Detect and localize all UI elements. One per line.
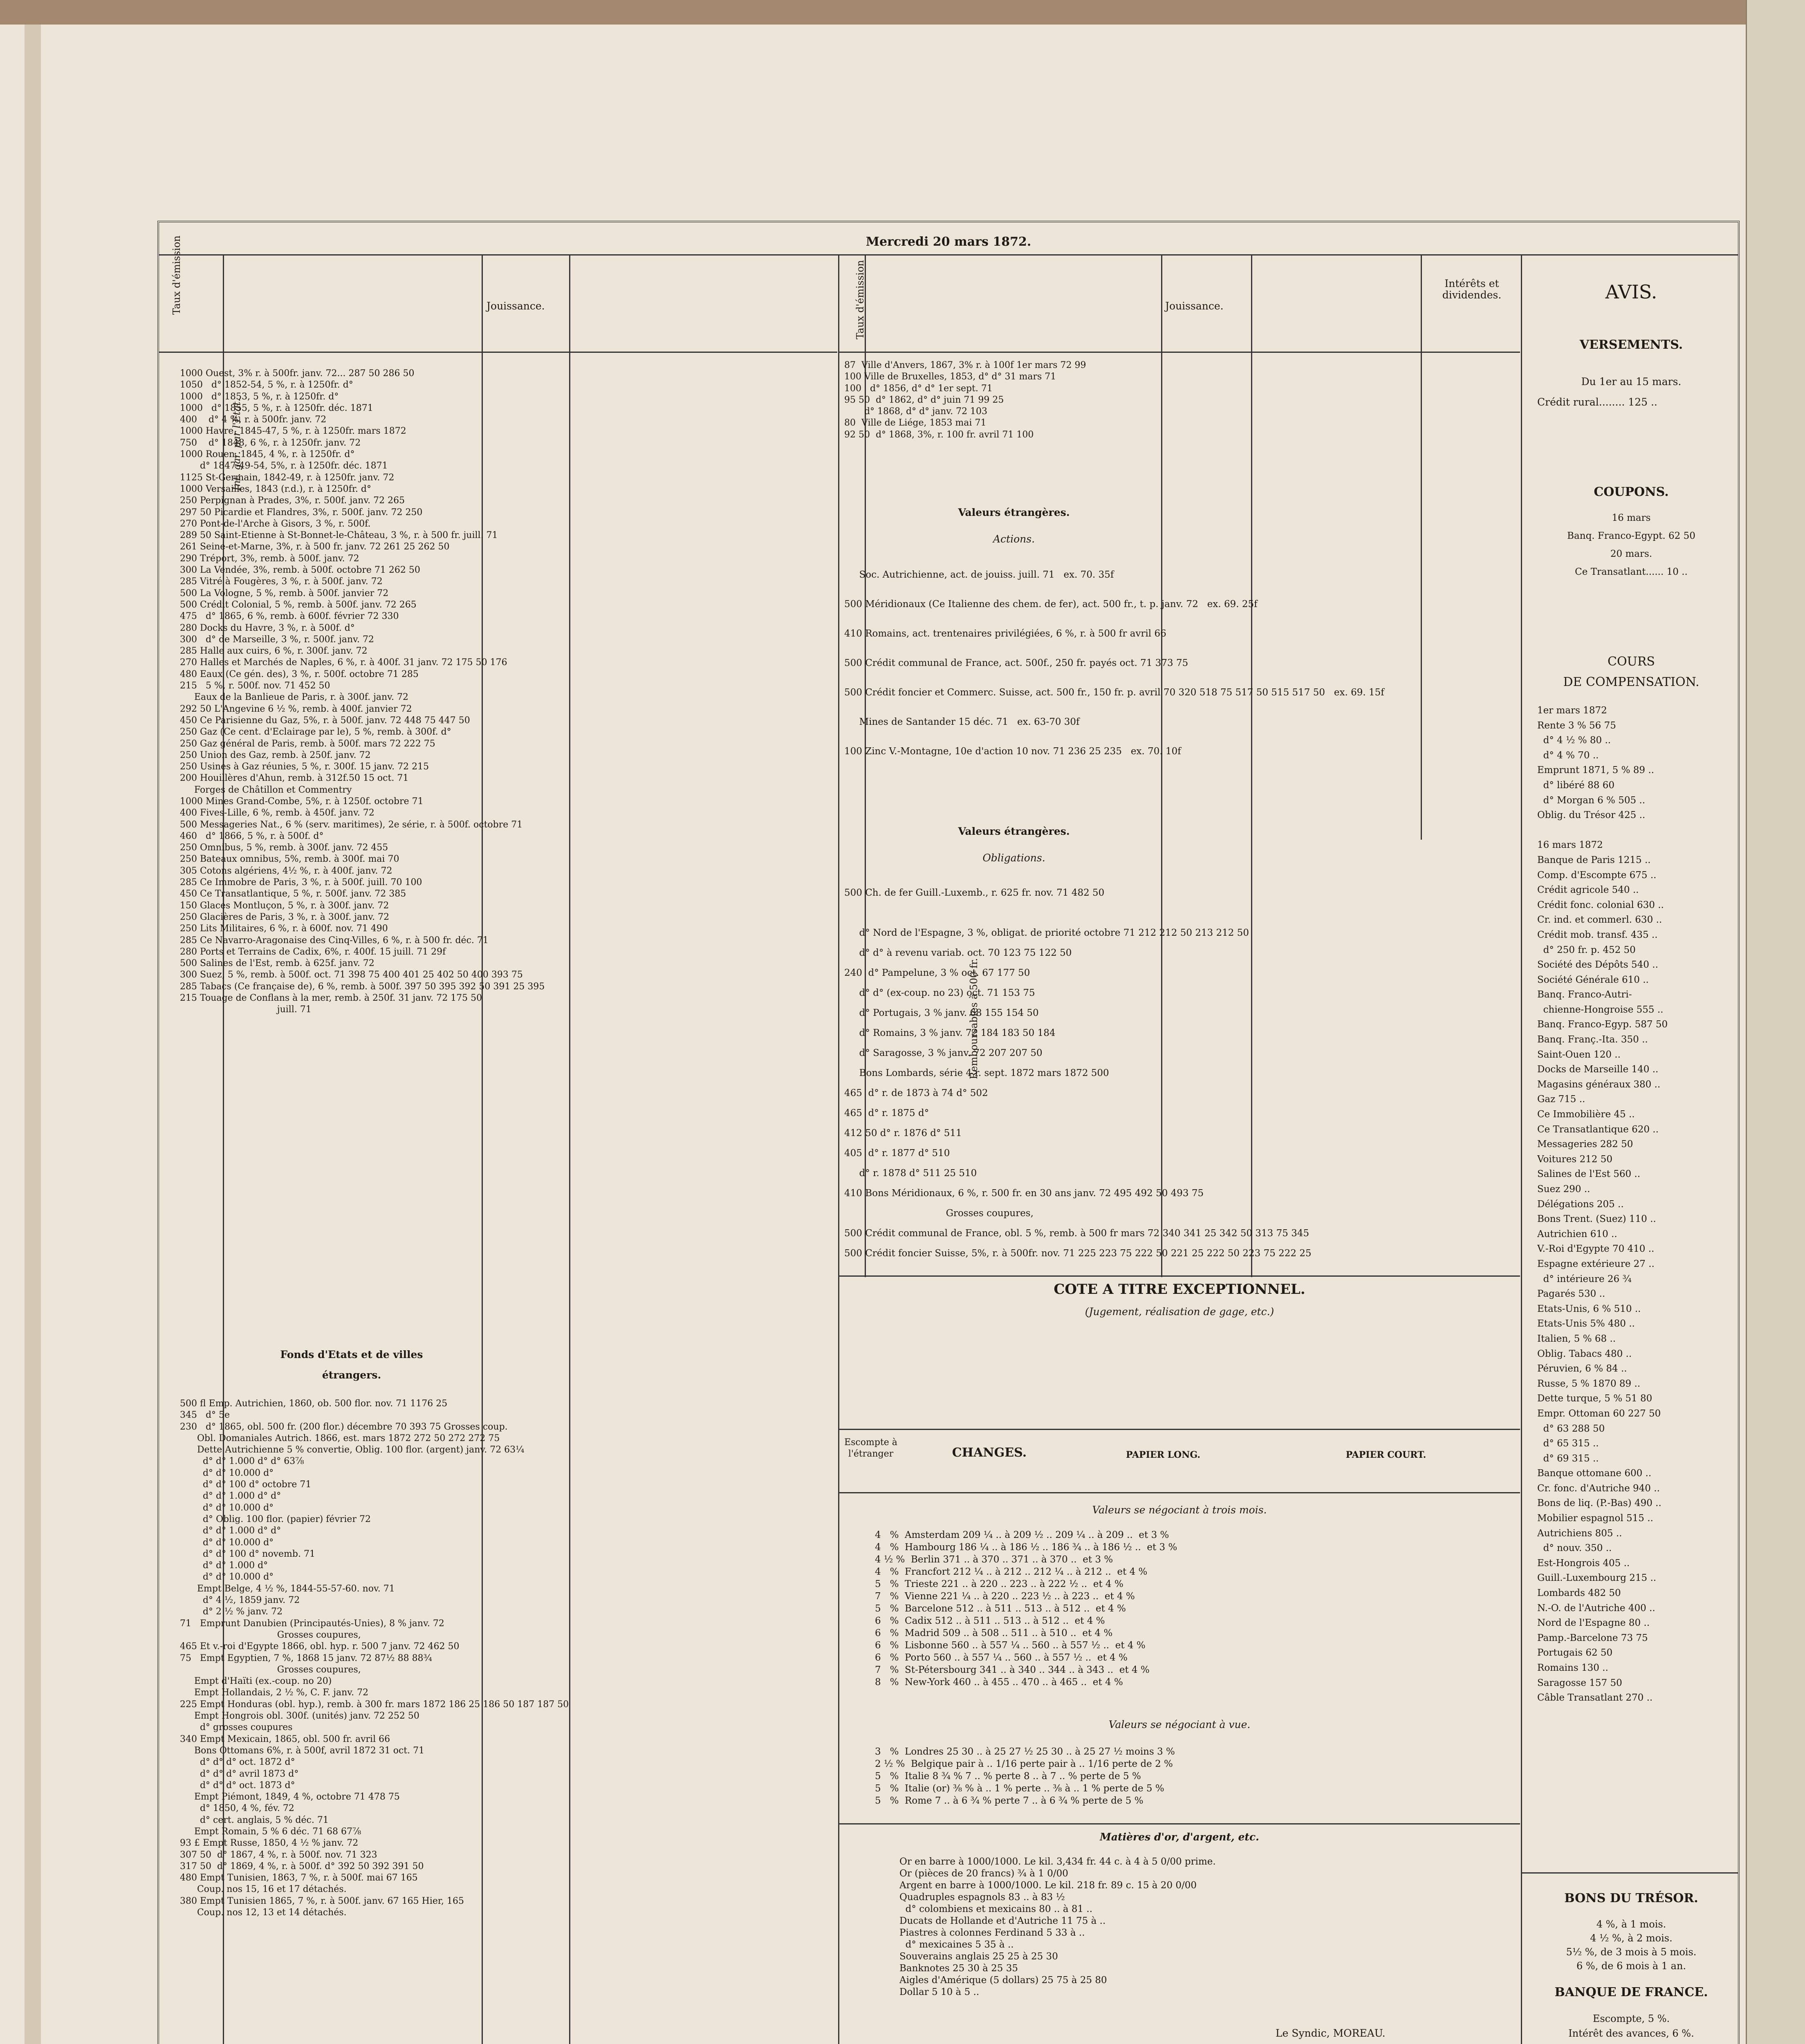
- changes-lines2: 3 % Londres 25 30 .. à 25 27 ½ 25 30 .. à 25 27 ½ moins 3 % 2 ½ % Belgique pair à .. 1/16 perte pair à .. 1/16 perte de 2 % 5 % Italie 8 ¾ % 7 .. % perte 8 .. à 7 .. % perte de 5 % 5 % Italie (or) ⅜ % à .. 1 % perte .. ⅜ à .. 1 % perte de 5 % 5 % Rome 7 .. à 6 ¾ % perte 7 .. à 6 ¾ % perte de 5 %: [875, 1746, 1175, 1806]
- colhead-jouissance: Jouissance.: [487, 300, 545, 312]
- page-date: Mercredi 20 mars 1872.: [866, 235, 1031, 249]
- fonds-sub: étrangers.: [322, 1369, 381, 1381]
- bons-lines: 4 %, à 1 mois. 4 ½ %, à 2 mois. 5½ %, de 3 mois à 5 mois. 6 %, de 6 mois à 1 an.: [1566, 1918, 1697, 1972]
- colhead-interets: Intérêts et dividendes.: [1442, 278, 1502, 301]
- rule-right: [1521, 255, 1522, 2044]
- colhead-taux-mid: Taux d'émission: [854, 260, 866, 339]
- banque-lines: Escompte, 5 %. Intérêt des avances, 6 %.: [1568, 2013, 1694, 2039]
- changes-sub2: Valeurs se négociant à vue.: [1108, 1719, 1251, 1730]
- oblig-block: 500 Ch. de fer Guill.-Luxemb., r. 625 fr. nov. 71 482 50 d° Nord de l'Espagne, 3 %, obligat. de priorité octobre 71 212 212 50 213 212 50 d° d° à revenu variab. oct. 70 123 75 122 50 240 d° Pampelune, 3 % oct. 67 177 50 d° d° (ex-coup. no 23) oct. 71 153 75 d° Portugais, 3 % janv. 68 155 154 50 d° Romains, 3 % janv. 72 184 183 50 184 d° Saragosse, 3 % janv. 72 207 207 50 Bons Lombards, série 4 r. sept. 1872 mars 1872 500 465 d° r. de 1873 à 74 d° 502 465 d° r. 1875 d° 412 50 d° r. 1876 d° 511 405 d° r. 1877 d° 510 d° r. 1878 d° 511 25 510 410 Bons Méridionaux, 6 %, r. 500 fr. en 30 ans janv. 72 495 492 50 493 75 Grosses coupures, 500 Crédit communal de France, obl. 5 %, remb. à 500 fr mars 72 340 341 25 342 50 313 75 345 500 Crédit foncier Suisse, 5%, r. à 500fr. nov. 71 225 223 75 222 50 221 25 222 50 223 75 222 25: [844, 888, 1312, 1259]
- coupons-lines: 16 mars Banq. Franco-Egypt. 62 50 20 mars. Ce Transatlant...... 10 ..: [1567, 513, 1695, 577]
- changes-col1: Escompte à l'étranger: [844, 1437, 897, 1459]
- header-rule: [159, 254, 1738, 256]
- rembours-label: Remboursables à 500 fr.: [968, 958, 980, 1079]
- matieres-title: Matières d'or, d'argent, etc.: [1100, 1831, 1259, 1843]
- page-gutter: [25, 25, 41, 2044]
- cote-sub: (Jugement, réalisation de gage, etc.): [1085, 1306, 1274, 1318]
- fonds-title: Fonds d'Etats et de villes: [280, 1349, 423, 1360]
- actions-block: Soc. Autrichienne, act. de jouiss. juill. 71 ex. 70. 35f 500 Méridionaux (Ce Italienne des chem. de fer), act. 500 fr., t. p. janv. 72 ex. 69. 25f 410 Romains, act. trentenaires privilégiées, 6 %, r. à 500 fr avril 66 500 Crédit communal de France, act. 500f., 250 fr. payés oct. 71 373 75 500 Crédit foncier et Commerc. Suisse, act. 500 fr., 150 fr. p. avril 70 320 518 75 517 50 515 517 50 ex. 69. 15f Mines de Santander 15 déc. 71 ex. 63-70 30f 100 Zinc V.-Montagne, 10e d'action 10 nov. 71 236 25 235 ex. 70. 10f: [844, 569, 1384, 757]
- rule-mid-left: [838, 255, 839, 2044]
- versements-title: VERSEMENTS.: [1579, 338, 1683, 352]
- mid-block: 87 Ville d'Anvers, 1867, 3% r. à 100f 1er mars 72 99 100 Ville de Bruxelles, 1853, d° d° 31 mars 71 100 d° 1856, d° d° 1er sept. 71 95 50 d° 1862, d° d° juin 71 99 25 d° 1868, d° d° janv. 72 103 80 Ville de Liége, 1853 mai 71 92 50 d° 1868, 3%, r. 100 fr. avril 71 100: [844, 360, 1086, 440]
- changes-col3: PAPIER LONG.: [1126, 1450, 1200, 1460]
- changes-col4: PAPIER COURT.: [1345, 1450, 1426, 1460]
- coupons-title: COUPONS.: [1594, 485, 1669, 499]
- colhead-rule-mid: [839, 352, 1520, 353]
- avis-title: AVIS.: [1605, 281, 1657, 303]
- changes-top-rule: [839, 1429, 1520, 1430]
- colhead-taux: Taux d'émission: [171, 235, 182, 315]
- colhead-rule-left: [159, 352, 837, 353]
- bons-rule: [1522, 1872, 1738, 1874]
- left-block: 1000 Ouest, 3% r. à 500fr. janv. 72... 287 50 286 50 1050 d° 1852-54, 5 %, r. à 1250fr. d° 1000 d° 1853, 5 %, r. à 1250fr. d° 1000 d° 1855, 5 %, r. à 1250fr. déc. 1871 400 d° 4 %, r. à 500fr. janv. 72 1000 Havre, 1845-47, 5 %, r. à 1250fr. mars 1872 750 d° 1848, 6 %, r. à 1250fr. janv. 72 1000 Rouen, 1845, 4 %, r. à 1250fr. d° d° 1847-49-54, 5%, r. à 1250fr. déc. 1871 1125 St-Germain, 1842-49, r. à 1250fr. janv. 72 1000 Versailles, 1843 (r.d.), r. à 1250fr. d° 250 Perpignan à Prades, 3%, r. 500f. janv. 72 265 297 50 Picardie et Flandres, 3%, r. 500f. janv. 72 250 270 Pont-de-l'Arche à Gisors, 3 %, r. 500f. 289 50 Saint-Etienne à St-Bonnet-le-Château, 3 %, r. à 500 fr. juill. 71 261 Seine-et-Marne, 3%, r. à 500 fr. janv. 72 261 25 262 50 290 Tréport, 3%, remb. à 500f. janv. 72 300 La Vendée, 3%, remb. à 500f. octobre 71 262 50 285 Vitré à Fougères, 3 %, r. à 500f. janv. 72 500 La Vologne, 5 %, remb. à 500f. janvier 72 500 Crédit Colonial, 5 %, remb. à 500f. janv. 72 265 475 d° 1865, 6 %, remb. à 600f. février 72 330 280 Docks du Havre, 3 %, r. à 500f. d° 300 d° de Marseille, 3 %, r. 500f. janv. 72 285 Halle aux cuirs, 6 %, r. 300f. janv. 72 270 Halles et Marchés de Naples, 6 %, r. à 400f. 31 janv. 72 175 50 176 480 Eaux (Ce gén. des), 3 %, r. 500f. octobre 71 285 215 5 %, r. 500f. nov. 71 452 50 Eaux de la Banlieue de Paris, r. à 300f. janv. 72 292 50 L'Angevine 6 ½ %, remb. à 400f. janvier 72 450 Ce Parisienne du Gaz, 5%, r. à 500f. janv. 72 448 75 447 50 250 Gaz (Ce cent. d'Eclairage par le), 5 %, remb. à 300f. d° 250 Gaz général de Paris, remb. à 500f. mars 72 222 75 250 Union des Gaz, remb. à 250f. janv. 72 250 Usines à Gaz réunies, 5 %, r. 300f. 15 janv. 72 215 200 Houillères d'Ahun, remb. à 312f.50 15 oct. 71 Forges de Châtillon et Commentry 1000 Mines Grand-Combe, 5%, r. à 1250f. octobre 71 400 Fives-Lille, 6 %, remb. à 450f. janv. 72 500 Messageries Nat., 6 % (serv. maritimes), 2e série, r. à 500f. octobre 71 460 d° 1866, 5 %, r. à 500f. d° 250 Omnibus, 5 %, remb. à 300f. janv. 72 455 250 Bateaux omnibus, 5%, remb. à 300f. mai 70 305 Cotons algériens, 4½ %, r. à 400f. janv. 72 285 Ce Immobre de Paris, 3 %, r. à 500f. juill. 70 100 450 Ce Transatlantique, 5 %, r. 500f. janv. 72 385 150 Glaces Montluçon, 5 %, r. à 300f. janv. 72 250 Glacières de Paris, 3 %, r. à 300f. janv. 72 250 Lits Militaires, 6 %, r. à 600f. nov. 71 490 285 Ce Navarro-Aragonaise des Cinq-Villes, 6 %, r. à 500 fr. déc. 71 280 Ports et Terrains de Cadix, 6%, r. 400f. 15 juill. 71 29f 500 Salines de l'Est, remb. à 625f. janv. 72 300 Suez, 5 %, remb. à 500f. oct. 71 398 75 400 401 25 402 50 400 393 75 285 Tabacs (Ce française de), 6 %, remb. à 500f. 397 50 395 392 50 391 25 395 215 Touage de Conflans à la mer, remb. à 250f. 31 janv. 72 175 50 juill. 71: [180, 368, 545, 1015]
- cote-top-rule: [839, 1275, 1520, 1277]
- changes-sub1: Valeurs se négociant à trois mois.: [1092, 1504, 1267, 1516]
- changes-head-rule: [839, 1492, 1520, 1493]
- versements-date: Du 1er au 15 mars.: [1581, 376, 1682, 388]
- changes-col2: CHANGES.: [952, 1446, 1027, 1460]
- matieres-sign: Le Syndic, MOREAU.: [1276, 2027, 1386, 2039]
- bons-title: BONS DU TRÉSOR.: [1564, 1891, 1698, 1905]
- credit-rural: Crédit rural........ 125 ..: [1537, 396, 1657, 408]
- cours-title: COURS: [1608, 654, 1655, 669]
- valeurs-etrangeres-2: Valeurs étrangères.: [958, 825, 1070, 837]
- obligations-label: Obligations.: [982, 852, 1045, 864]
- compensation-lines: 1er mars 1872 Rente 3 % 56 75 d° 4 ½ % 80 .. d° 4 % 70 .. Emprunt 1871, 5 % 89 .. d° libéré 88 60 d° Morgan 6 % 505 .. Oblig. du Trésor 425 .. 16 mars 1872 Banque de Paris 1215 .. Comp. d'Escompte 675 .. Crédit agricole 540 .. Crédit fonc. colonial 630 .. Cr. ind. et commerl. 630 .. Crédit mob. transf. 435 .. d° 250 fr. p. 452 50 Société des Dépôts 540 .. Société Générale 610 .. Banq. Franco-Autri- chienne-Hongroise 555 .. Banq. Franco-Egyp. 587 50 Banq. Franç.-Ita. 350 .. Saint-Ouen 120 .. Docks de Marseille 140 .. Magasins généraux 380 .. Gaz 715 .. Ce Immobilière 45 .. Ce Transatlantique 620 .. Messageries 282 50 Voitures 212 50 Salines de l'Est 560 .. Suez 290 .. Délégations 205 .. Bons Trent. (Suez) 110 .. Autrichien 610 .. V.-Roi d'Egypte 70 410 .. Espagne extérieure 27 .. d° intérieure 26 ¾ Pagarés 530 .. Etats-Unis, 6 % 510 .. Etats-Unis 5% 480 .. Italien, 5 % 68 .. Oblig. Tabacs 480 .. Péruvien, 6 % 84 .. Russe, 5 % 1870 89 .. Dette turque, 5 % 51 80 Empr. Ottoman 60 227 50 d° 63 288 50 d° 65 315 .. d° 69 315 .. Banque ottomane 600 .. Cr. fonc. d'Autriche 940 .. Bons de liq. (P.-Bas) 490 .. Mobilier espagnol 515 .. Autrichiens 805 .. d° nouv. 350 .. Est-Hongrois 405 .. Guill.-Luxembourg 215 .. Lombards 482 50 N.-O. de l'Autriche 400 .. Nord de l'Espagne 80 .. Pamp.-Barcelone 73 75 Portugais 62 50 Romains 130 .. Saragosse 157 50 Câble Transatlant 270 ..: [1537, 705, 1668, 1703]
- matieres-lines: Or en barre à 1000/1000. Le kil. 3,434 fr. 44 c. à 4 à 5 0/00 prime. Or (pièces de 20 francs) ¾ à 1 0/00 Argent en barre à 1000/1000. Le kil. 218 fr. 89 c. 15 à 20 0/00 Quadruples espagnols 83 .. à 83 ½ d° colombiens et mexicains 80 .. à 81 .. Ducats de Hollande et d'Autriche 11 75 à .. Piastres à colonnes Ferdinand 5 33 à .. d° mexicaines 5 35 à .. Souverains anglais 25 25 à 25 30 Banknotes 25 30 à 25 35 Aigles d'Amérique (5 dollars) 25 75 à 25 80 Dollar 5 10 à 5 ..: [899, 1856, 1216, 1997]
- adjacent-page: [1746, 0, 1805, 2044]
- actions-label: Actions.: [993, 533, 1035, 545]
- side-label: Int. gar. par l'Etat.: [231, 398, 242, 491]
- matieres-rule: [839, 1823, 1520, 1824]
- fonds-block: 500 fl Emp. Autrichien, 1860, ob. 500 flor. nov. 71 1176 25 345 d° 5e 230 d° 1865, obl. 500 fr. (200 flor.) décembre 70 393 75 Grosses coup. Obl. Domaniales Autrich. 1866, est. mars 1872 272 50 272 272 75 Dette Autrichienne 5 % convertie, Oblig. 100 flor. (argent) janv. 72 63¼ d° d° 1.000 d° d° 63⅞ d° d° 10.000 d° d° d° 100 d° octobre 71 d° d° 1.000 d° d° d° d° 10.000 d° d° Oblig. 100 flor. (papier) février 72 d° d° 1.000 d° d° d° d° 10.000 d° d° d° 100 d° novemb. 71 d° d° 1.000 d° d° d° 10.000 d° Empt Belge, 4 ½ %, 1844-55-57-60. nov. 71 d° 4 ½, 1859 janv. 72 d° 2 ½ % janv. 72 71 Emprunt Danubien (Principautés-Unies), 8 % janv. 72 Grosses coupures, 465 Et v.-roi d'Egypte 1866, obl. hyp. r. 500 7 janv. 72 462 50 75 Empt Egyptien, 7 %, 1868 15 janv. 72 87½ 88 88¾ Grosses coupures, Empt d'Haïti (ex.-coup. no 20) Empt Hollandais, 2 ½ %, C. F. janv. 72 225 Empt Honduras (obl. hyp.), remb. à 300 fr. mars 1872 186 25 186 50 187 187 50 Empt Hongrois obl. 300f. (unités) janv. 72 252 50 d° grosses coupures 340 Empt Mexicain, 1865, obl. 500 fr. avril 66 Bons Ottomans 6%, r. à 500f, avril 1872 31 oct. 71 d° d° d° oct. 1872 d° d° d° d° avril 1873 d° d° d° d° oct. 1873 d° Empt Piémont, 1849, 4 %, octobre 71 478 75 d° 1850, 4 %, fév. 72 d° cert. anglais, 5 % déc. 71 Empt Romain, 5 % 6 déc. 71 68 67⅞ 93 £ Empt Russe, 1850, 4 ½ % janv. 72 307 50 d° 1867, 4 %, r. à 500f. nov. 71 323 317 50 d° 1869, 4 %, r. à 500f. d° 392 50 392 391 50 480 Empt Tunisien, 1863, 7 %, r. à 500f. mai 67 165 Coup. nos 15, 16 et 17 détachés. 380 Empt Tunisien 1865, 7 %, r. à 500f. janv. 67 165 Hier, 165 Coup. nos 12, 13 et 14 détachés.: [180, 1399, 569, 1918]
- cote-title: COTE A TITRE EXCEPTIONNEL.: [1054, 1281, 1305, 1298]
- valeurs-etrangeres: Valeurs étrangères.: [958, 507, 1070, 518]
- compensation-title: DE COMPENSATION.: [1563, 675, 1700, 689]
- colhead-jouissance-mid: Jouissance.: [1165, 300, 1224, 312]
- changes-lines1: 4 % Amsterdam 209 ¼ .. à 209 ½ .. 209 ¼ .. à 209 .. et 3 % 4 % Hambourg 186 ¼ .. à 186 ½ .. 186 ¾ .. à 186 ½ .. et 3 % 4 ½ % Berlin 371 .. à 370 .. 371 .. à 370 .. et 3 % 4 % Francfort 212 ¼ .. à 212 .. 212 ¼ .. à 212 .. et 4 % 5 % Trieste 221 .. à 220 .. 223 .. à 222 ½ .. et 4 % 7 % Vienne 221 ¼ .. à 220 .. 223 ½ .. à 223 .. et 4 % 5 % Barcelone 512 .. à 511 .. 513 .. à 512 .. et 4 % 6 % Cadix 512 .. à 511 .. 513 .. à 512 .. et 4 % 6 % Madrid 509 .. à 508 .. 511 .. à 510 .. et 4 % 6 % Lisbonne 560 .. à 557 ¼ .. 560 .. à 557 ½ .. et 4 % 6 % Porto 560 .. à 557 ¼ .. 560 .. à 557 ½ .. et 4 % 7 % St-Pétersbourg 341 .. à 340 .. 344 .. à 343 .. et 4 % 8 % New-York 460 .. à 455 .. 470 .. à 465 .. et 4 %: [875, 1530, 1177, 1688]
- banque-title: BANQUE DE FRANCE.: [1554, 1985, 1708, 1999]
